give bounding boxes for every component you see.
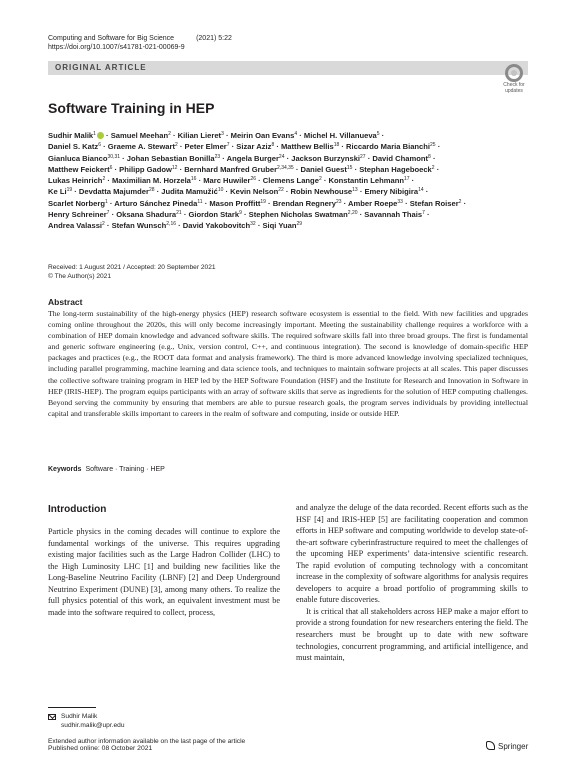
publisher-name: Springer <box>498 742 529 751</box>
author-name: Arturo Sánchez Pineda <box>114 198 198 208</box>
author-name: Graeme A. Stewart <box>107 142 175 152</box>
author-separator: · <box>352 164 360 174</box>
author-name: Judita Mamužić <box>161 187 218 197</box>
author-name: Scarlet Norberg <box>48 198 105 208</box>
author-affiliation: 2,34,35 <box>277 164 294 171</box>
author-affiliation: 13 <box>352 187 358 194</box>
author-separator: · <box>181 210 189 220</box>
author-separator: · <box>379 131 385 140</box>
author-affiliation: 2 <box>458 198 462 205</box>
article-title: Software Training in HEP <box>48 100 215 116</box>
publisher-logo <box>486 741 528 751</box>
author-affiliation: 1 <box>104 198 108 205</box>
author-separator: · <box>223 131 231 140</box>
author-separator: · <box>255 221 263 231</box>
body-column-right <box>296 502 528 664</box>
author-affiliation: 2,20 <box>347 210 358 217</box>
author-affiliation: 29 <box>296 221 303 228</box>
keywords-label: Keywords <box>48 466 82 473</box>
author-separator: · <box>284 153 292 163</box>
author-name: Meirin Oan Evans <box>230 131 295 140</box>
author-affiliation: 10 <box>217 187 224 194</box>
body-column-left <box>48 526 280 618</box>
orcid-icon[interactable] <box>97 132 104 139</box>
author-separator: · <box>339 142 347 152</box>
author-affiliation: 23 <box>336 198 342 205</box>
author-affiliation: 2 <box>168 131 171 137</box>
author-affiliation: 19 <box>260 198 266 205</box>
author-line <box>48 153 528 164</box>
author-name: Michel H. Villanueva <box>303 131 377 140</box>
author-separator: · <box>103 131 111 140</box>
corresponding-author-name: Sudhir Malik <box>61 713 98 720</box>
author-name: Sudhir Malik <box>48 131 94 140</box>
corresponding-email[interactable]: sudhir.malik@upr.edu <box>61 722 125 729</box>
author-separator: · <box>170 131 178 140</box>
article-type-label: ORIGINAL ARTICLE <box>55 63 147 72</box>
author-name: Siqi Yuan <box>262 221 297 231</box>
author-affiliation: 2 <box>431 164 435 171</box>
author-name: Jackson Burzynski <box>291 153 361 163</box>
author-name: Henry Schreiner <box>48 210 107 220</box>
received-accepted: Received: 1 August 2021 / Accepted: 20 September 2021 <box>48 264 216 271</box>
author-name: Matthew Bellis <box>280 142 334 152</box>
journal-header <box>48 34 232 52</box>
author-separator: · <box>283 187 291 197</box>
author-name: Giordon Stark <box>188 210 240 220</box>
author-separator: · <box>423 187 429 197</box>
author-separator: · <box>297 131 304 140</box>
author-name: Robin Newhouse <box>290 187 353 197</box>
author-affiliation: 1 <box>93 131 96 137</box>
keywords-text: Software · Training · HEP <box>85 466 165 473</box>
author-name: Clemens Lange <box>262 176 319 186</box>
author-separator: · <box>223 187 231 197</box>
author-separator: · <box>434 164 440 174</box>
author-name: Sizar Aziz <box>236 142 272 152</box>
check-updates-icon <box>505 64 523 82</box>
author-affiliation: 5 <box>376 131 380 137</box>
author-separator: · <box>154 187 162 197</box>
article-dates <box>48 263 216 281</box>
author-separator: · <box>424 210 430 220</box>
author-affiliation: 3 <box>221 131 224 137</box>
author-name: Savannah Thais <box>364 210 423 220</box>
author-separator: · <box>430 153 436 163</box>
author-name: Maximilian M. Horzela <box>111 176 191 186</box>
section-heading-introduction: Introduction <box>48 504 107 515</box>
author-name: David Chamont <box>372 153 429 163</box>
author-affiliation: 21 <box>176 210 182 217</box>
author-separator: · <box>220 153 227 163</box>
footnote-rule <box>48 707 96 708</box>
author-separator: · <box>256 176 263 186</box>
author-name: Stefan Wunsch <box>111 221 167 231</box>
author-separator: · <box>104 221 112 231</box>
author-separator: · <box>274 142 281 152</box>
author-affiliation: 7 <box>422 210 425 217</box>
author-line <box>48 220 528 231</box>
author-name: Stephen Nicholas Swatman <box>248 210 348 220</box>
author-affiliation: 8 <box>428 153 431 160</box>
author-separator: · <box>341 198 349 208</box>
author-separator: · <box>105 176 112 186</box>
journal-name: Computing and Software for Big Science <box>48 35 175 42</box>
author-affiliation: 26 <box>250 176 257 183</box>
author-affiliation: 27 <box>360 153 366 160</box>
author-name: Samuel Meehan <box>110 131 169 140</box>
author-separator: · <box>107 198 115 208</box>
intro-paragraph-1: Particle physics in the coming decades will continue to explore the fundamental workings of the universe. This requires upgrading existing major facilities such as the Large Hadron Collider (LHC) to the High Luminosity LHC [1] and building new facilities like the Long-Baseline Neutrino Facility (LBNF) [2] and Deep Underground Neutrino Experiment (DUNE) [3], among many others. To realize the full physics potential of this work, an equivalent investment must be made into the software required to collect, process, <box>48 527 280 617</box>
author-affiliation: 2 <box>102 176 106 183</box>
author-name: Lukas Heinrich <box>48 176 103 186</box>
springer-horse-icon <box>486 741 495 750</box>
author-separator: · <box>120 153 127 163</box>
author-affiliation: 14 <box>418 187 424 194</box>
author-name: Angela Burger <box>226 153 279 163</box>
author-line <box>48 130 528 141</box>
author-separator: · <box>177 142 185 152</box>
corresponding-author <box>48 712 97 721</box>
author-separator: · <box>229 142 237 152</box>
author-affiliation: 22 <box>278 187 284 194</box>
author-affiliation: 12 <box>171 164 178 171</box>
author-separator: · <box>435 142 441 152</box>
author-affiliation: 17 <box>403 176 410 183</box>
copyright: © The Author(s) 2021 <box>48 273 112 280</box>
author-affiliation: 8 <box>271 142 275 149</box>
author-name: Kevin Nelson <box>230 187 279 197</box>
author-name: Konstantin Lehmann <box>328 176 404 186</box>
author-affiliation: 16 <box>190 176 197 183</box>
author-list <box>48 130 528 232</box>
author-name: Mason Proffitt <box>209 198 261 208</box>
author-affiliation: 23 <box>214 153 221 160</box>
author-affiliation: 33 <box>397 198 403 205</box>
author-name: Amber Roepe <box>348 198 398 208</box>
author-separator: · <box>72 187 79 197</box>
author-affiliation: 32 <box>250 221 256 228</box>
author-name: Matthew Feickert <box>48 164 110 174</box>
author-name: Marc Huwiler <box>203 176 251 186</box>
author-separator: · <box>112 164 120 174</box>
author-name: Gianluca Bianco <box>48 153 108 163</box>
author-separator: · <box>265 198 273 208</box>
author-separator: · <box>109 210 117 220</box>
author-separator: · <box>293 164 301 174</box>
intro-paragraph-1-continued: and analyze the deluge of the data recorded. Recent efforts such as the HSF [4] and IRIS-HEP [5] are facilitating cooperation and common efforts in HEP software and computing worldwide to develop state-of-the-art software cyberinfrastructure required to meet the challenges of the upcoming HEP experiments’ data-intensive scientific research. The rapid evolution of computing technology with a concomitant increase in the complexity of software algorithms for analysis requires developers to acquire a broad portfolio of programming skills to enable future discoveries. <box>296 503 528 605</box>
abstract-text: The long-term sustainability of the high-energy physics (HEP) research software ecosystem is essential to the field. With new facilities and upgrades coming online throughout the 2020s, this will only become increasingly important. Meeting the sustainability challenge requires a workforce with a combination of HEP domain knowledge and advanced software skills. The required software skills fall into three broad groups. The first is fundamental and generic software engineering (e.g., Unix, version control, C++, and continuous integration). The second is knowledge of domain-specific HEP packages and practices (e.g., the ROOT data format and analysis framework). The third is more advanced knowledge involving specialized techniques, including parallel programming, machine learning and data science tools, and techniques to maintain software projects at all scales. This paper discusses the collective software training program in HEP led by the HEP Software Foundation (HSF) and the Institute for Research and Innovation in Software in HEP (IRIS-HEP). The program equips participants with an array of software skills that serve as ingredients for the solution of HEP computing challenges. Beyond serving the community by ensuring that members are able to pursue research goals, the program serves individuals by providing intellectual capital and transferable skills important to careers in the realm of software and computing, inside or outside HEP. <box>48 309 528 418</box>
author-separator: · <box>101 142 108 152</box>
author-affiliation: 2,16 <box>166 221 177 228</box>
doi-link[interactable]: https://doi.org/10.1007/s41781-021-00069-9 <box>48 44 185 51</box>
author-separator: · <box>176 221 183 231</box>
author-name: Daniel S. Katz <box>48 142 99 152</box>
author-name: Daniel Guest <box>300 164 347 174</box>
author-line <box>48 175 528 186</box>
author-affiliation: 2 <box>102 221 105 228</box>
check-for-updates-badge[interactable] <box>500 64 528 95</box>
author-name: David Yakobovitch <box>182 221 251 231</box>
author-affiliation: 2 <box>318 176 322 183</box>
author-affiliation: 2 <box>175 142 178 149</box>
published-online: Published online: 08 October 2021 <box>48 745 153 752</box>
author-line <box>48 186 528 197</box>
author-affiliation: 28 <box>148 187 155 194</box>
badge-line-1: Check for <box>503 82 525 88</box>
author-affiliation: 19 <box>66 187 73 194</box>
abstract-heading: Abstract <box>48 297 83 307</box>
author-name: Andrea Valassi <box>48 221 103 231</box>
author-affiliation: 7 <box>226 142 230 149</box>
author-name: Stephan Hageboeck <box>359 164 432 174</box>
author-separator: · <box>196 176 204 186</box>
author-affiliation: 18 <box>333 142 340 149</box>
author-name: Devdatta Majumder <box>78 187 149 197</box>
author-separator: · <box>357 210 365 220</box>
author-separator: · <box>321 176 329 186</box>
author-affiliation: 25 <box>430 142 436 149</box>
author-separator: · <box>409 176 415 186</box>
author-name: Philipp Gadow <box>119 164 172 174</box>
intro-paragraph-2: It is critical that all stakeholders across HEP make a major effort to provide a strong foundation for new researchers entering the field. The researchers must be brought up to date with new software technologies, concurrent programming, and artificial intelligence, and must maintain, <box>296 606 528 663</box>
author-line <box>48 164 528 175</box>
author-separator: · <box>402 198 410 208</box>
author-separator: · <box>357 187 365 197</box>
author-affiliation: 11 <box>197 198 203 205</box>
author-affiliation: 15 <box>346 164 353 171</box>
author-name: Johan Sebastian Bonilla <box>126 153 215 163</box>
author-affiliation: 7 <box>106 210 110 217</box>
author-name: Stefan Roiser <box>409 198 459 208</box>
extended-author-info: Extended author information available on the last page of the article <box>48 738 246 745</box>
journal-volume: (2021) 5:22 <box>196 35 232 42</box>
author-name: Riccardo Maria Bianchi <box>346 142 431 152</box>
author-separator: · <box>365 153 373 163</box>
author-name: Brendan Regnery <box>272 198 336 208</box>
author-affiliation: 30,31 <box>107 153 121 160</box>
author-separator: · <box>461 198 467 208</box>
author-name: Oksana Shadura <box>116 210 177 220</box>
author-name: Kilian Lieret <box>177 131 222 140</box>
author-name: Bernhard Manfred Gruber <box>184 164 278 174</box>
author-affiliation: 4 <box>294 131 298 137</box>
author-name: Ke Li <box>48 187 67 197</box>
author-name: Emery Nibigira <box>364 187 419 197</box>
author-separator: · <box>177 164 185 174</box>
author-line <box>48 209 528 220</box>
author-name: Peter Elmer <box>184 142 227 152</box>
keywords <box>48 466 165 473</box>
author-separator: · <box>241 210 249 220</box>
author-affiliation: 6 <box>109 164 113 171</box>
badge-line-2: updates <box>505 88 523 94</box>
author-separator: · <box>202 198 210 208</box>
author-line <box>48 141 528 152</box>
article-type-banner <box>48 61 528 75</box>
author-affiliation: 24 <box>278 153 285 160</box>
author-affiliation: 6 <box>98 142 101 149</box>
author-affiliation: 9 <box>239 210 242 217</box>
author-line <box>48 198 528 209</box>
